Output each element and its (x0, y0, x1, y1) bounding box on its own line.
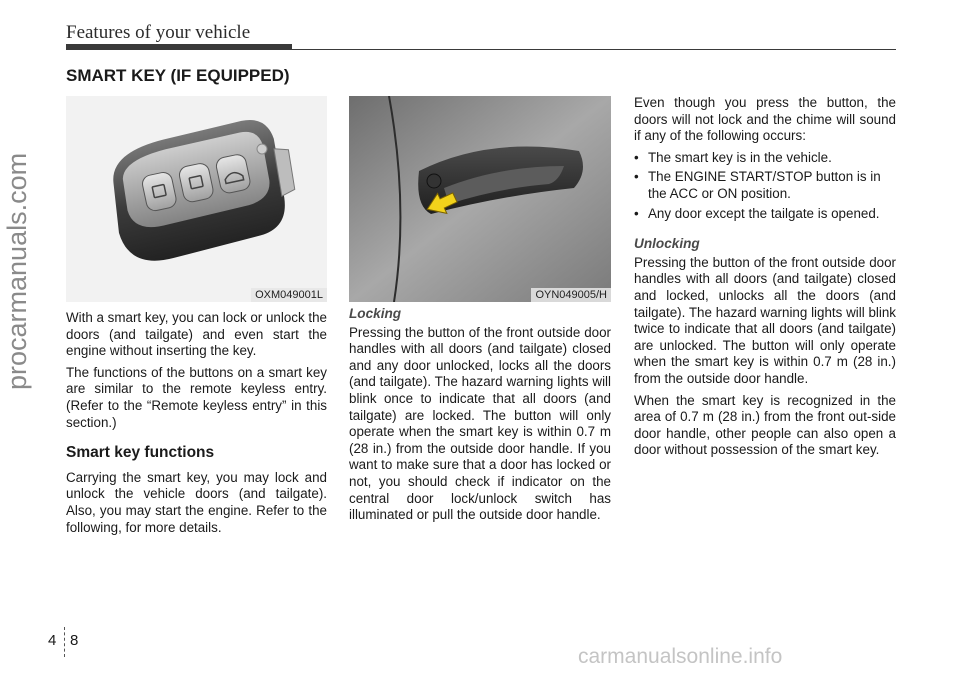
door-handle-illustration (349, 96, 611, 302)
list-item: • The ENGINE START/STOP button is in the ACC or ON position. (634, 169, 896, 202)
subheading: Smart key functions (66, 444, 215, 462)
paragraph: With a smart key, you can lock or unlock the doors (and tailgate) and even start the engine without inserting the key. (66, 310, 327, 359)
header-rule (292, 49, 896, 50)
door-handle-figure (349, 96, 611, 302)
side-watermark: procarmanuals.com (2, 152, 32, 390)
smart-key-illustration (66, 96, 327, 302)
column-1 (66, 310, 327, 541)
column-3 (634, 95, 896, 464)
section-title: SMART KEY (IF EQUIPPED) (66, 66, 290, 85)
column-2 (349, 306, 611, 529)
unlocking-heading: Unlocking (634, 236, 700, 252)
header-title: Features of your vehicle (66, 22, 251, 43)
locking-heading: Locking (349, 306, 402, 321)
paragraph: Pressing the button of the front outside door handles with all doors (and tailgate) closed and locked, unlocks all the doors (and tailgate). The hazard warning lights will blink twice to indicate that all doors (and tailgate) are unlocked. The button will only operate when the smart key is within 0.7 m (28 in.) from the outside door handle. (634, 254, 896, 386)
bottom-watermark: carmanualsonline.info (578, 645, 783, 668)
figure-code: OYN049005/H (531, 288, 611, 302)
smart-key-figure (66, 96, 327, 302)
page-number-separator (64, 627, 65, 657)
figure-code: OXM049001L (251, 288, 327, 302)
paragraph: When the smart key is recognized in the area of 0.7 m (28 in.) from the front out-side door handle, other people can also open a door without possession of the smart key. (634, 392, 896, 458)
paragraph: Pressing the button of the front outside door handles with all doors (and tailgate) closed and any door unlocked, locks all the doors (and tailgate). The hazard warning lights will blink once to indicate that all doors (and tailgate) are locked. The button will only operate when the smart key is within 0.7 m (28 in.) from the outside door handle. If you want to make sure that a door has locked or not, you should check if indicator on the central door lock/unlock switch has illuminated or pull the outside door handle. (349, 324, 611, 523)
bullet-list (634, 150, 896, 222)
paragraph: The functions of the buttons on a smart key are similar to the remote keyless entry. (Refer to the “Remote keyless entry” in this section.) (66, 364, 327, 430)
list-item: • The smart key is in the vehicle. (634, 150, 896, 167)
page-number: 8 (70, 632, 79, 649)
chapter-number: 4 (48, 632, 57, 649)
paragraph: Even though you press the button, the doors will not lock and the chime will sound if any of the following occurs: (634, 95, 896, 144)
list-item: • Any door except the tailgate is opened. (634, 206, 896, 223)
header-bar (66, 44, 292, 50)
paragraph: Carrying the smart key, you may lock and unlock the vehicle doors (and tailgate). Also, you may start the engine. Refer to the following, for more details. (66, 469, 327, 535)
